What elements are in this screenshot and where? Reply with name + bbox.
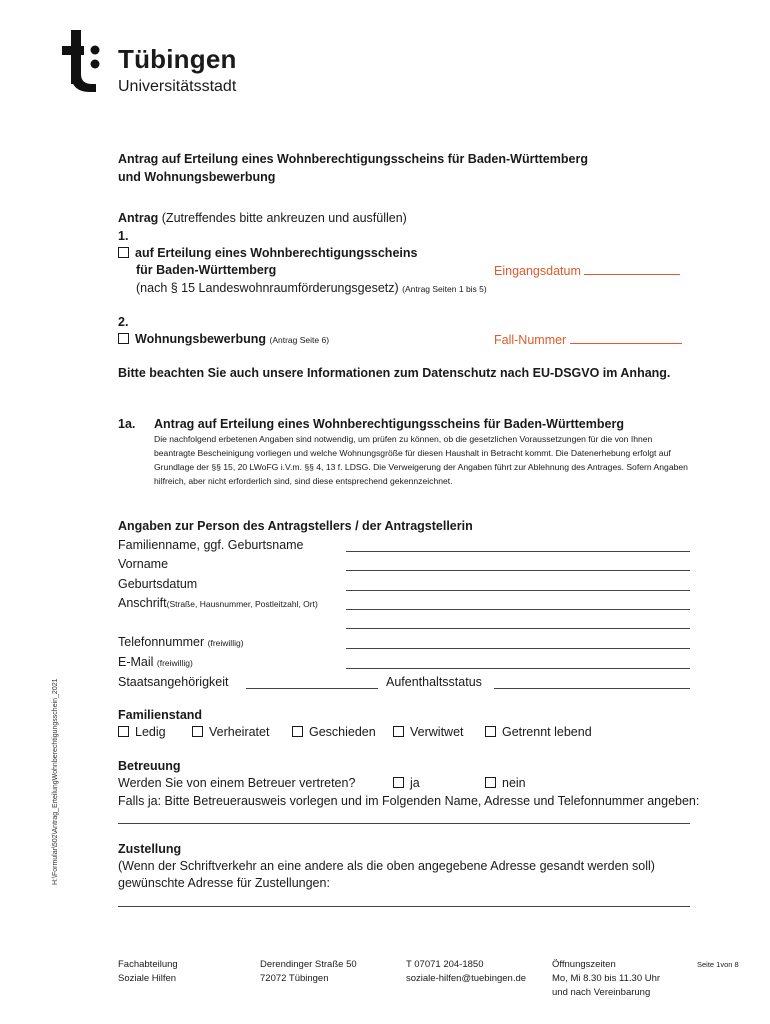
footer-hours xyxy=(552,958,660,1000)
staatsangehoerigkeit-input[interactable] xyxy=(246,688,378,689)
zustellung-input[interactable] xyxy=(118,906,690,907)
logo-subtitle: Universitätsstadt xyxy=(118,78,237,95)
verwitwet-checkbox[interactable] xyxy=(393,726,404,737)
option-1-row xyxy=(118,246,417,260)
email-row xyxy=(118,655,193,669)
eingangsdatum-line[interactable] xyxy=(584,263,680,275)
vorname-label: Vorname xyxy=(118,557,169,571)
zustellung-heading: Zustellung xyxy=(118,842,182,856)
eingangsdatum-label: Eingangsdatum xyxy=(494,264,581,278)
aufenthaltsstatus-label: Aufenthaltsstatus xyxy=(386,675,482,689)
verheiratet-checkbox[interactable] xyxy=(192,726,203,737)
wbs-checkbox[interactable] xyxy=(118,247,129,258)
option-2-label: Wohnungsbewerbung xyxy=(135,332,267,346)
familienstand-ledig[interactable] xyxy=(118,725,166,739)
option-1-number: 1. xyxy=(118,229,129,243)
familienname-label: Familienname, ggf. Geburtsname xyxy=(118,538,304,552)
footer-dept-line-2: Soziale Hilfen xyxy=(118,973,177,984)
title-line-2: und Wohnungsbewerbung xyxy=(118,170,276,184)
footer-email: soziale-hilfen@tuebingen.de xyxy=(406,973,527,984)
betreuung-question: Werden Sie von einem Betreuer vertreten? xyxy=(118,776,356,790)
footer-address xyxy=(260,958,357,986)
getrennt-lebend-label: Getrennt lebend xyxy=(502,725,592,739)
option-2-pages: (Antrag Seite 6) xyxy=(269,335,330,345)
anschrift-row xyxy=(118,596,318,610)
zustellung-line-2: gewünschte Adresse für Zustellungen: xyxy=(118,876,330,890)
section-1a-number: 1a. xyxy=(118,417,136,431)
anschrift-hint: (Straße, Hausnummer, Postleitzahl, Ort) xyxy=(166,599,318,609)
telefon-input[interactable] xyxy=(346,648,690,649)
fallnummer-line[interactable] xyxy=(570,332,682,344)
antrag-label-row xyxy=(118,211,407,225)
footer-contact xyxy=(406,958,526,986)
zustellung-line-1: (Wenn der Schriftverkehr an eine andere als die oben angegebene Adresse gesandt werden soll) xyxy=(118,859,655,873)
title-line-1: Antrag auf Erteilung eines Wohnberechtigungsscheins für Baden-Württemberg xyxy=(118,152,588,166)
footer-hours-title: Öffnungszeiten xyxy=(552,959,616,970)
fallnummer-label: Fall-Nummer xyxy=(494,333,567,347)
email-hint: (freiwillig) xyxy=(156,658,193,668)
datenschutz-note: Bitte beachten Sie auch unsere Informationen zum Datenschutz nach EU-DSGVO im Anhang. xyxy=(118,366,671,380)
anschrift-input[interactable] xyxy=(346,609,690,610)
betreuer-input[interactable] xyxy=(118,823,690,824)
verheiratet-label: Verheiratet xyxy=(209,725,270,739)
telefon-label: Telefonnummer xyxy=(118,635,205,649)
page-number: Seite 1von 8 xyxy=(697,960,739,969)
tuebingen-logo-icon xyxy=(62,30,110,92)
betreuung-nein[interactable] xyxy=(485,776,526,790)
familienstand-verwitwet[interactable] xyxy=(393,725,464,739)
footer-department xyxy=(118,958,178,986)
section-1a-heading: Antrag auf Erteilung eines Wohnberechtigungsscheins für Baden-Württemberg xyxy=(154,417,624,431)
email-label: E-Mail xyxy=(118,655,154,669)
option-2-row xyxy=(118,332,329,346)
footer-dept-line-1: Fachabteilung xyxy=(118,959,178,970)
betreuung-note: Falls ja: Bitte Betreuerausweis vorlegen und im Folgenden Name, Adresse und Telefonnummer angeben: xyxy=(118,794,700,808)
wohnungsbewerbung-checkbox[interactable] xyxy=(118,333,129,344)
geburtsdatum-label: Geburtsdatum xyxy=(118,577,198,591)
option-1-law-row xyxy=(136,281,487,295)
familienstand-verheiratet[interactable] xyxy=(192,725,269,739)
anschrift-input-2[interactable] xyxy=(346,628,690,629)
ja-label: ja xyxy=(410,776,420,790)
footer-addr-line-2: 72072 Tübingen xyxy=(260,973,329,984)
option-1-law: (nach § 15 Landeswohnraumförderungsgesetz) xyxy=(136,281,399,295)
nein-checkbox[interactable] xyxy=(485,777,496,788)
vorname-input[interactable] xyxy=(346,570,690,571)
document-title xyxy=(118,150,588,186)
nein-label: nein xyxy=(502,776,526,790)
logo-city: Tübingen xyxy=(118,44,237,74)
option-1-pages: (Antrag Seiten 1 bis 5) xyxy=(402,284,487,294)
verwitwet-label: Verwitwet xyxy=(410,725,464,739)
ledig-label: Ledig xyxy=(135,725,166,739)
email-input[interactable] xyxy=(346,668,690,669)
geschieden-checkbox[interactable] xyxy=(292,726,303,737)
familienname-input[interactable] xyxy=(346,551,690,552)
ledig-checkbox[interactable] xyxy=(118,726,129,737)
file-path-side-text: H:\Formular\502\Antrag_ErteilungWohnberechtigungsschein_2021 xyxy=(52,678,59,885)
eingangsdatum-field xyxy=(494,263,680,278)
betreuung-heading: Betreuung xyxy=(118,759,181,773)
staatsangehoerigkeit-label: Staatsangehörigkeit xyxy=(118,675,229,689)
footer-addr-line-1: Derendinger Straße 50 xyxy=(260,959,357,970)
familienstand-geschieden[interactable] xyxy=(292,725,376,739)
option-1-line-2: für Baden-Württemberg xyxy=(136,263,277,277)
familienstand-getrennt[interactable] xyxy=(485,725,592,739)
getrennt-lebend-checkbox[interactable] xyxy=(485,726,496,737)
antrag-label: Antrag xyxy=(118,211,159,225)
telefon-row xyxy=(118,635,244,649)
telefon-hint: (freiwillig) xyxy=(207,638,244,648)
anschrift-label: Anschrift xyxy=(118,596,167,610)
section-1a-text: Die nachfolgend erbetenen Angaben sind notwendig, um prüfen zu können, ob die gesetzlichen Voraussetzungen für die von Ihnen beantragte Bescheinigung vorliegen und welche Wohnungsgröße für diesen Haushalt in Betracht kommt. Die Datenerhebung erfolgt auf Grundlage der §§ 15, 20 LWoFG i.V.m. §§ 4, 13 f. LDSG. Die Verweigerung der Angaben führt zur Ablehnung des Antrages. Sofern Angaben hilfreich, aber nicht erforderlich sind, sind diese entsprechend gekennzeichnet. xyxy=(154,434,688,486)
familienstand-heading: Familienstand xyxy=(118,708,203,722)
option-1-line-1: auf Erteilung eines Wohnberechtigungsscheins xyxy=(135,246,418,260)
person-heading: Angaben zur Person des Antragstellers / der Antragstellerin xyxy=(118,519,473,533)
antrag-hint: (Zutreffendes bitte ankreuzen und ausfüllen) xyxy=(161,211,407,225)
ja-checkbox[interactable] xyxy=(393,777,404,788)
betreuung-ja[interactable] xyxy=(393,776,420,790)
geburtsdatum-input[interactable] xyxy=(346,590,690,591)
option-2-number: 2. xyxy=(118,315,129,329)
footer-hours-line-1: Mo, Mi 8.30 bis 11.30 Uhr xyxy=(552,973,661,984)
geschieden-label: Geschieden xyxy=(309,725,376,739)
aufenthaltsstatus-input[interactable] xyxy=(494,688,690,689)
footer-phone: T 07071 204-1850 xyxy=(406,959,484,970)
footer-hours-line-2: und nach Vereinbarung xyxy=(552,987,651,998)
fallnummer-field xyxy=(494,332,682,347)
